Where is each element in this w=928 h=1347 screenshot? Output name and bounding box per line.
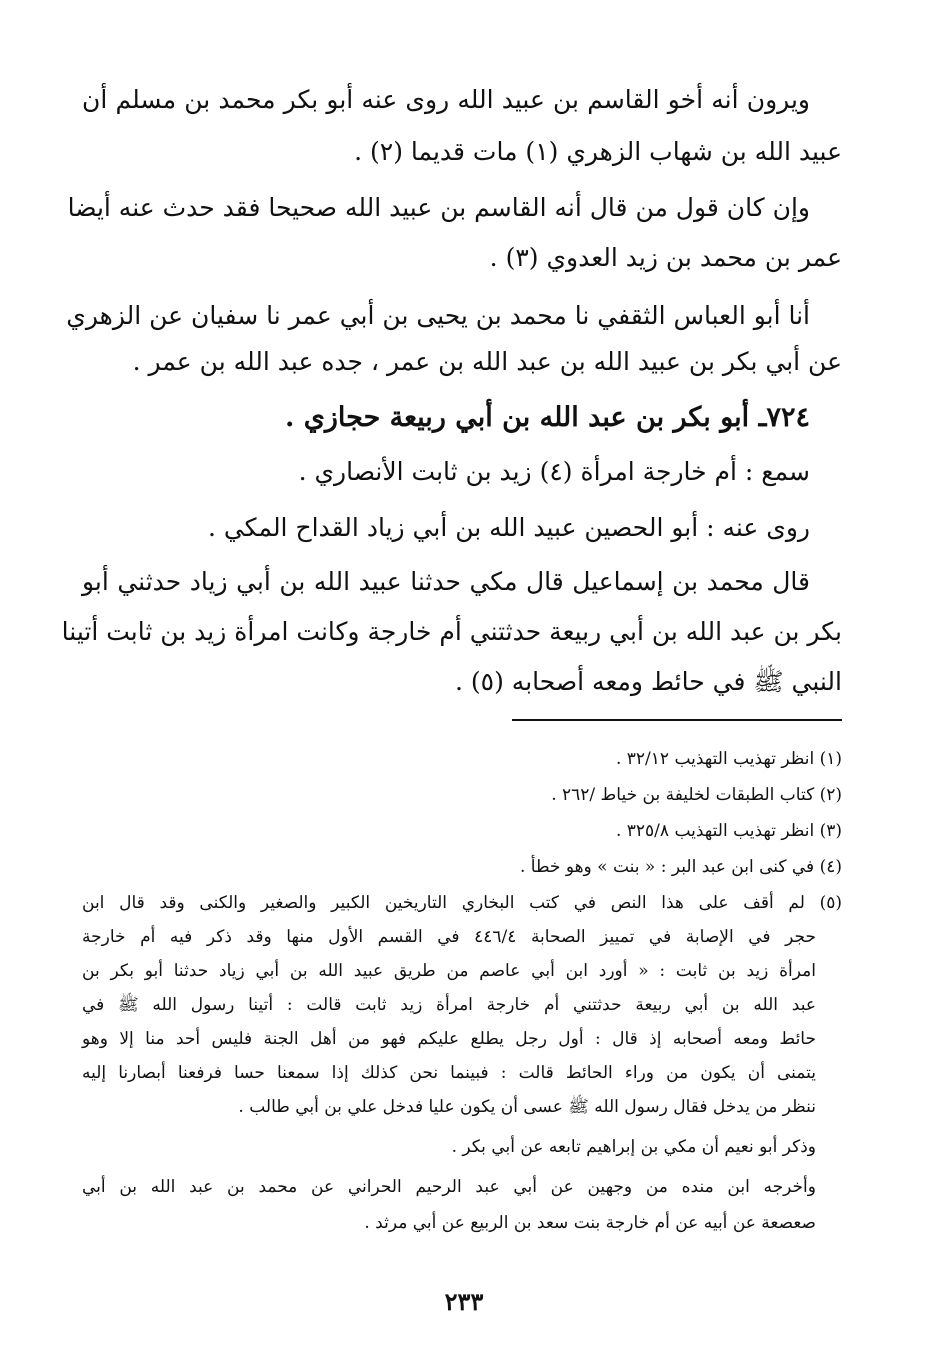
footnote-5-line-3: امرأة زيد بن ثابت : « أورد ابن أبي عاصم من طريق عبيد الله بن أبي زياد حدثنا أبو بكر بن (82, 961, 816, 981)
footnote-5-line-10: صعصعة عن أبيه عن أم خارجة بنت سعد بن الربيع عن أبي مرثد . (364, 1213, 816, 1233)
footnote-3: (٣) انظر تهذيب التهذيب ٣٢٥/٨ . (615, 821, 842, 841)
heard-from-line: سمع : أم خارجة امرأة (٤) زيد بن ثابت الأنصاري . (298, 457, 810, 486)
paragraph-2-line-1: وإن كان قول من قال أنه القاسم بن عبيد الله صحيحا فقد حدث عنه أيضا (67, 193, 810, 222)
footnote-2: (٢) كتاب الطبقات لخليفة بن خياط /٢٦٢ . (551, 785, 842, 805)
footnote-5-line-6: يتمنى أن يكون من وراء الحائط قالت : فبينما نحن كذلك إذا سمعنا حسا فرفعنا أبصارنا إليه (82, 1063, 816, 1083)
narrated-by-line: روى عنه : أبو الحصين عبيد الله بن أبي زياد القداح المكي . (207, 513, 810, 542)
paragraph-3-line-2: عن أبي بكر بن عبيد الله بن عبد الله بن عمر ، جده عبد الله بن عمر . (132, 347, 842, 376)
paragraph-1-line-1: ويرون أنه أخو القاسم بن عبيد الله روى عنه أبو بكر محمد بن مسلم أن (82, 85, 810, 114)
footnote-divider (512, 719, 842, 721)
footnote-5-line-4: عبد الله بن أبي ربيعة حدثتني أم خارجة امرأة زيد ثابت قالت : أتينا رسول الله ﷺ في (82, 995, 816, 1015)
footnote-1: (١) انظر تهذيب التهذيب ٣٢/١٢ . (615, 749, 842, 769)
paragraph-2-line-2: عمر بن محمد بن زيد العدوي (٣) . (489, 243, 842, 272)
footnote-5-line-1: (٥) لم أقف على هذا النص في كتب البخاري التاريخين الكبير والصغير والكنى وقد قال ابن (82, 893, 842, 913)
footnote-5-line-2: حجر في الإصابة في تمييز الصحابة ٤٤٦/٤ في القسم الأول منها وقد ذكر فيه أم خارجة (82, 927, 816, 947)
footnote-4: (٤) في كنى ابن عبد البر : « بنت » وهو خطأ . (519, 857, 842, 877)
footnote-5-line-9: وأخرجه ابن منده من وجهين عن أبي عبد الرحيم الحراني عن محمد بن عبد الله بن أبي (82, 1177, 816, 1197)
paragraph-4-line-1: قال محمد بن إسماعيل قال مكي حدثنا عبيد الله بن أبي زياد حدثني أبو (82, 567, 810, 596)
footnote-5-line-8: وذكر أبو نعيم أن مكي بن إبراهيم تابعه عن أبي بكر . (451, 1137, 816, 1157)
footnote-5-line-5: حائط ومعه أصحابه إذ قال : أول رجل يطلع عليكم فهو من أهل الجنة فليس أحد منا إلا وهو (82, 1029, 816, 1049)
paragraph-1-line-2: عبيد الله بن شهاب الزهري (١) مات قديما (٢) . (354, 137, 842, 166)
paragraph-4-line-3: النبي ﷺ في حائط ومعه أصحابه (٥) . (455, 667, 842, 696)
footnote-5-line-7: ننظر من يدخل فقال رسول الله ﷺ عسى أن يكون عليا فدخل علي بن أبي طالب . (238, 1097, 816, 1117)
paragraph-3-line-1: أنا أبو العباس الثقفي نا محمد بن يحيى بن أبي عمر نا سفيان عن الزهري (66, 301, 810, 330)
paragraph-4-line-2: بكر بن عبد الله بن أبي ربيعة حدثتني أم خارجة وكانت امرأة زيد بن ثابت أتينا (61, 617, 842, 646)
entry-heading: ٧٢٤ـ أبو بكر بن عبد الله بن أبي ربيعة حجازي . (284, 402, 810, 433)
page-number: ٢٣٣ (444, 1287, 484, 1316)
